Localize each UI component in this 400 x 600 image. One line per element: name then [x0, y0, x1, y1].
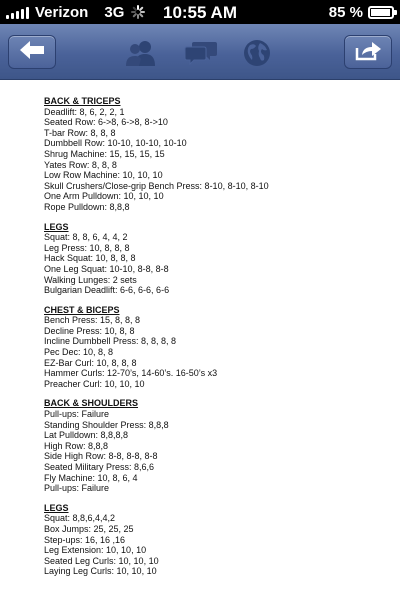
exercise-line: One Leg Squat: 10-10, 8-8, 8-8: [44, 263, 169, 274]
messages-icon[interactable]: [184, 38, 218, 68]
share-icon: [354, 39, 382, 66]
exercise-line: Squat: 8,8,6,4,4,2: [44, 513, 116, 524]
exercise-line: Step-ups: 16, 16 ,16: [44, 534, 126, 545]
exercise-line: Hammer Curls: 12-70’s, 14-60’s. 16-50’s x3: [44, 368, 218, 379]
exercise-line: Skull Crushers/Close-grip Bench Press: 8-10, 8-10, 8-10: [44, 180, 269, 191]
section-title: BACK & SHOULDERS: [44, 398, 139, 409]
workout-section: [44, 503, 384, 577]
exercise-line: Shrug Machine: 15, 15, 15, 15: [44, 148, 165, 159]
section-title: CHEST & BICEPS: [44, 304, 120, 315]
exercise-line: T-bar Row: 8, 8, 8: [44, 127, 116, 138]
back-button[interactable]: [8, 35, 56, 69]
exercise-line: Bench Press: 15, 8, 8, 8: [44, 315, 141, 326]
battery-status: [329, 4, 394, 21]
workout-section: [44, 222, 384, 296]
share-button[interactable]: [344, 35, 392, 69]
exercise-line: Yates Row: 8, 8, 8: [44, 159, 117, 170]
exercise-line: Standing Shoulder Press: 8,8,8: [44, 419, 169, 430]
exercise-line: Seated Military Press: 8,6,6: [44, 462, 155, 472]
exercise-line: Pec Dec: 10, 8, 8: [44, 347, 114, 358]
status-time: 10:55 AM: [162, 3, 237, 22]
section-title: LEGS: [44, 221, 69, 232]
exercise-line: Pull-ups: Failure: [44, 409, 110, 420]
exercise-line: Dumbbell Row: 10-10, 10-10, 10-10: [44, 138, 187, 149]
exercise-line: Box Jumps: 25, 25, 25: [44, 523, 134, 534]
battery-percent: 85 %: [328, 4, 363, 21]
section-title: LEGS: [44, 502, 69, 513]
exercise-line: Bulgarian Deadlift: 6-6, 6-6, 6-6: [44, 285, 170, 296]
exercise-line: Squat: 8, 8, 6, 4, 4, 2: [44, 232, 128, 243]
exercise-line: Side High Row: 8-8, 8-8, 8-8: [44, 451, 158, 462]
section-title: BACK & TRICEPS: [44, 96, 121, 106]
exercise-line: Seated Row: 6->8, 6->8, 8->10: [44, 117, 168, 128]
exercise-line: Rope Pulldown: 8,8,8: [44, 201, 130, 212]
exercise-line: One Arm Pulldown: 10, 10, 10: [44, 191, 164, 202]
exercise-line: Leg Extension: 10, 10, 10: [44, 545, 147, 556]
workout-section: [44, 305, 384, 390]
workout-section: [44, 398, 384, 493]
exercise-line: Leg Press: 10, 8, 8, 8: [44, 242, 130, 253]
exercise-line: EZ-Bar Curl: 10, 8, 8, 8: [44, 357, 137, 368]
exercise-line: Hack Squat: 10, 8, 8, 8: [44, 253, 136, 264]
exercise-line: Preacher Curl: 10, 10, 10: [44, 378, 145, 389]
signal-strength-icon: [6, 5, 29, 19]
exercise-line: Walking Lunges: 2 sets: [44, 274, 137, 285]
arrow-left-icon: [19, 40, 45, 65]
activity-spinner-icon: [130, 4, 146, 20]
exercise-line: Decline Press: 10, 8, 8: [44, 325, 135, 336]
workout-section: [44, 96, 384, 213]
exercise-line: Deadlift: 8, 6, 2, 2, 1: [44, 106, 125, 117]
exercise-line: Incline Dumbbell Press: 8, 8, 8, 8: [44, 336, 177, 347]
globe-icon[interactable]: [240, 38, 274, 68]
network-type: 3G: [104, 3, 125, 21]
exercise-line: Laying Leg Curls: 10, 10, 10: [44, 566, 157, 577]
battery-icon: [368, 6, 394, 19]
navigation-bar: [0, 24, 400, 80]
workout-document: [44, 96, 384, 586]
friends-icon[interactable]: [124, 38, 158, 68]
exercise-line: Lat Pulldown: 8,8,8,8: [44, 430, 129, 441]
exercise-line: High Row: 8,8,8: [44, 440, 109, 451]
exercise-line: Seated Leg Curls: 10, 10, 10: [44, 555, 159, 566]
carrier-name: Verizon: [35, 3, 89, 21]
status-bar: [0, 0, 400, 24]
exercise-line: Low Row Machine: 10, 10, 10: [44, 170, 163, 181]
exercise-line: Pull-ups: Failure: [44, 483, 110, 494]
exercise-line: Fly Machine: 10, 8, 6, 4: [44, 472, 138, 483]
